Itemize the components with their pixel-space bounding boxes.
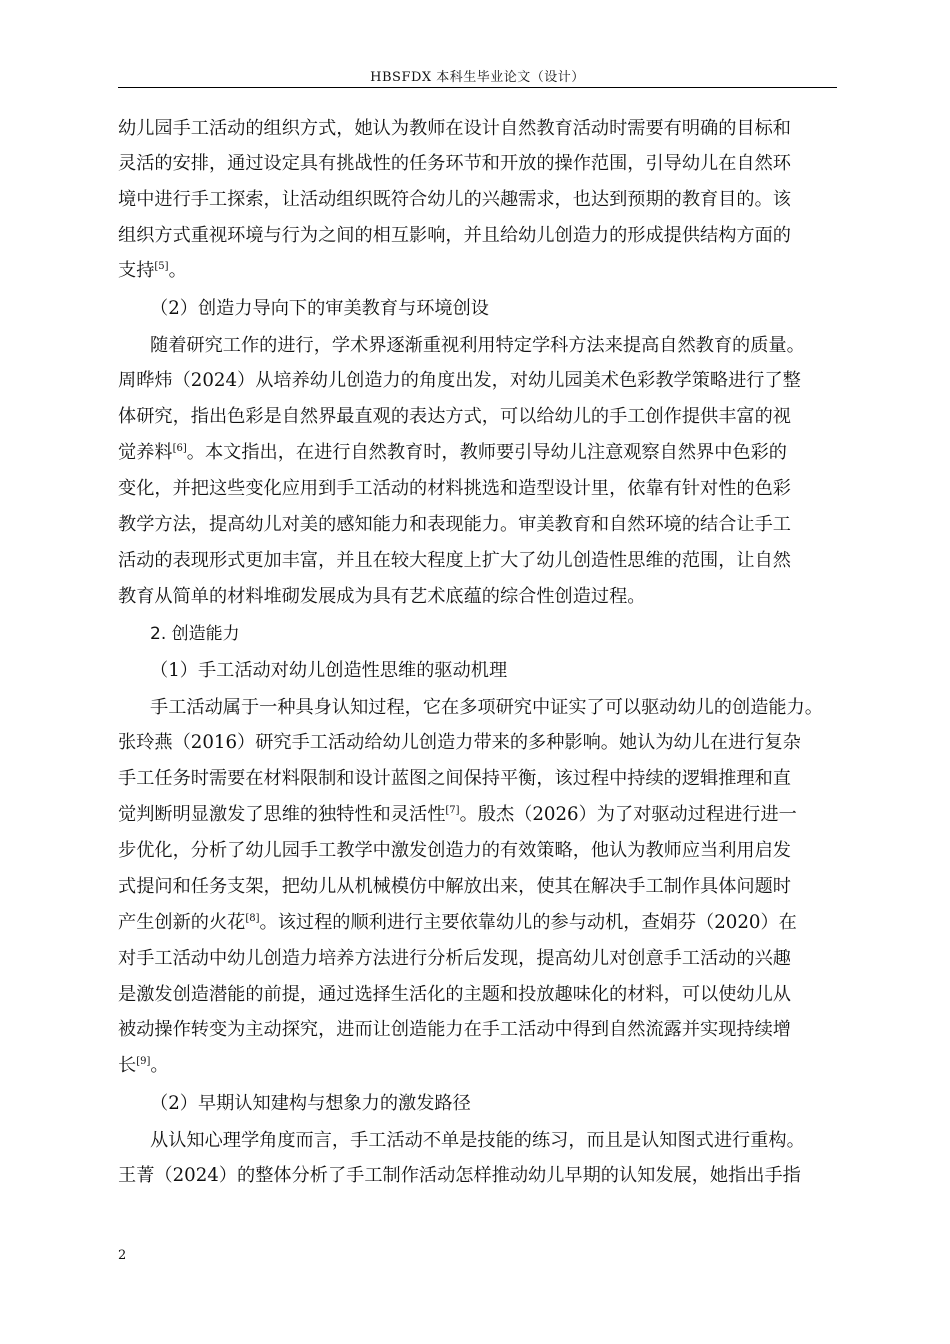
running-header: HBSFDX 本科生毕业论文（设计） [370,70,585,85]
page-number: 2 [118,1248,127,1263]
text-line [118,911,797,935]
text-run: 。该过程的顺利进行主要依靠幼儿的参与动机，查娟芬（2020）在 [259,912,797,933]
header-rule [118,87,837,88]
text-line: 变化，并把这些变化应用到手工活动的材料挑选和造型设计里，依靠有针对性的色彩 [118,478,791,499]
text-line [118,259,187,283]
text-line: 手工任务时需要在材料限制和设计蓝图之间保持平衡，该过程中持续的逻辑推理和直 [118,768,791,789]
text-run: 。本文指出，在进行自然教育时，教师要引导幼儿注意观察自然界中色彩的 [186,442,787,463]
text-run: 支持 [118,260,155,281]
text-line: 步优化，分析了幼儿园手工教学中激发创造力的有效策略，他认为教师应当利用启发 [118,840,791,861]
citation-ref: [8] [245,912,260,924]
text-run: 长 [118,1055,137,1076]
subsection-heading: （1）手工活动对幼儿创造性思维的驱动机理 [150,660,508,681]
text-run: 觉判断明显激发了思维的独特性和灵活性 [118,804,446,825]
text-line: 从认知心理学角度而言，手工活动不单是技能的练习，而且是认知图式进行重构。 [150,1130,805,1151]
subsection-heading: （2）创造力导向下的审美教育与环境创设 [150,298,489,319]
citation-ref: [9] [136,1055,151,1067]
text-line: 张玲燕（2016）研究手工活动给幼儿创造力带来的多种影响。她认为幼儿在进行复杂 [118,732,801,753]
citation-ref: [5] [154,260,169,272]
text-line: 对手工活动中幼儿创造力培养方法进行分析后发现，提高幼儿对创意手工活动的兴趣 [118,948,791,969]
text-line: 教学方法，提高幼儿对美的感知能力和表现能力。审美教育和自然环境的结合让手工 [118,514,791,535]
text-line: 是激发创造潜能的前提，通过选择生活化的主题和投放趣味化的材料，可以使幼儿从 [118,984,791,1005]
text-line [118,441,787,465]
text-run: 。 [150,1055,169,1076]
text-line: 幼儿园手工活动的组织方式，她认为教师在设计自然教育活动时需要有明确的目标和 [118,118,791,139]
citation-ref: [6] [172,442,187,454]
text-line: 式提问和任务支架，把幼儿从机械模仿中解放出来，使其在解决手工制作具体问题时 [118,876,791,897]
text-line: 灵活的安排，通过设定具有挑战性的任务环节和开放的操作范围，引导幼儿在自然环 [118,153,791,174]
text-run: 。殷杰（2026）为了对驱动过程进行进一 [459,804,797,825]
text-line [118,803,797,827]
section-heading: 2. 创造能力 [150,624,240,644]
text-line: 体研究，指出色彩是自然界最直观的表达方式，可以给幼儿的手工创作提供丰富的视 [118,406,791,427]
text-line: 组织方式重视环境与行为之间的相互影响，并且给幼儿创造力的形成提供结构方面的 [118,225,791,246]
text-line: 王菁（2024）的整体分析了手工制作活动怎样推动幼儿早期的认知发展，她指出手指 [118,1165,801,1186]
citation-ref: [7] [445,804,460,816]
text-line: 周晔炜（2024）从培养幼儿创造力的角度出发，对幼儿园美术色彩教学策略进行了整 [118,370,801,391]
text-line: 活动的表现形式更加丰富，并且在较大程度上扩大了幼儿创造性思维的范围，让自然 [118,550,791,571]
subsection-heading: （2）早期认知建构与想象力的激发路径 [150,1093,471,1114]
text-line [118,1054,169,1078]
text-line: 手工活动属于一种具身认知过程，它在多项研究中证实了可以驱动幼儿的创造能力。 [150,697,823,718]
text-run: 觉养料 [118,442,173,463]
text-line: 被动操作转变为主动探究，进而让创造能力在手工活动中得到自然流露并实现持续增 [118,1019,791,1040]
text-run: 。 [168,260,187,281]
text-line: 教育从简单的材料堆砌发展成为具有艺术底蕴的综合性创造过程。 [118,586,646,607]
text-line: 随着研究工作的进行，学术界逐渐重视利用特定学科方法来提高自然教育的质量。 [150,335,805,356]
text-line: 境中进行手工探索，让活动组织既符合幼儿的兴趣需求，也达到预期的教育目的。该 [118,189,791,210]
text-run: 产生创新的火花 [118,912,246,933]
